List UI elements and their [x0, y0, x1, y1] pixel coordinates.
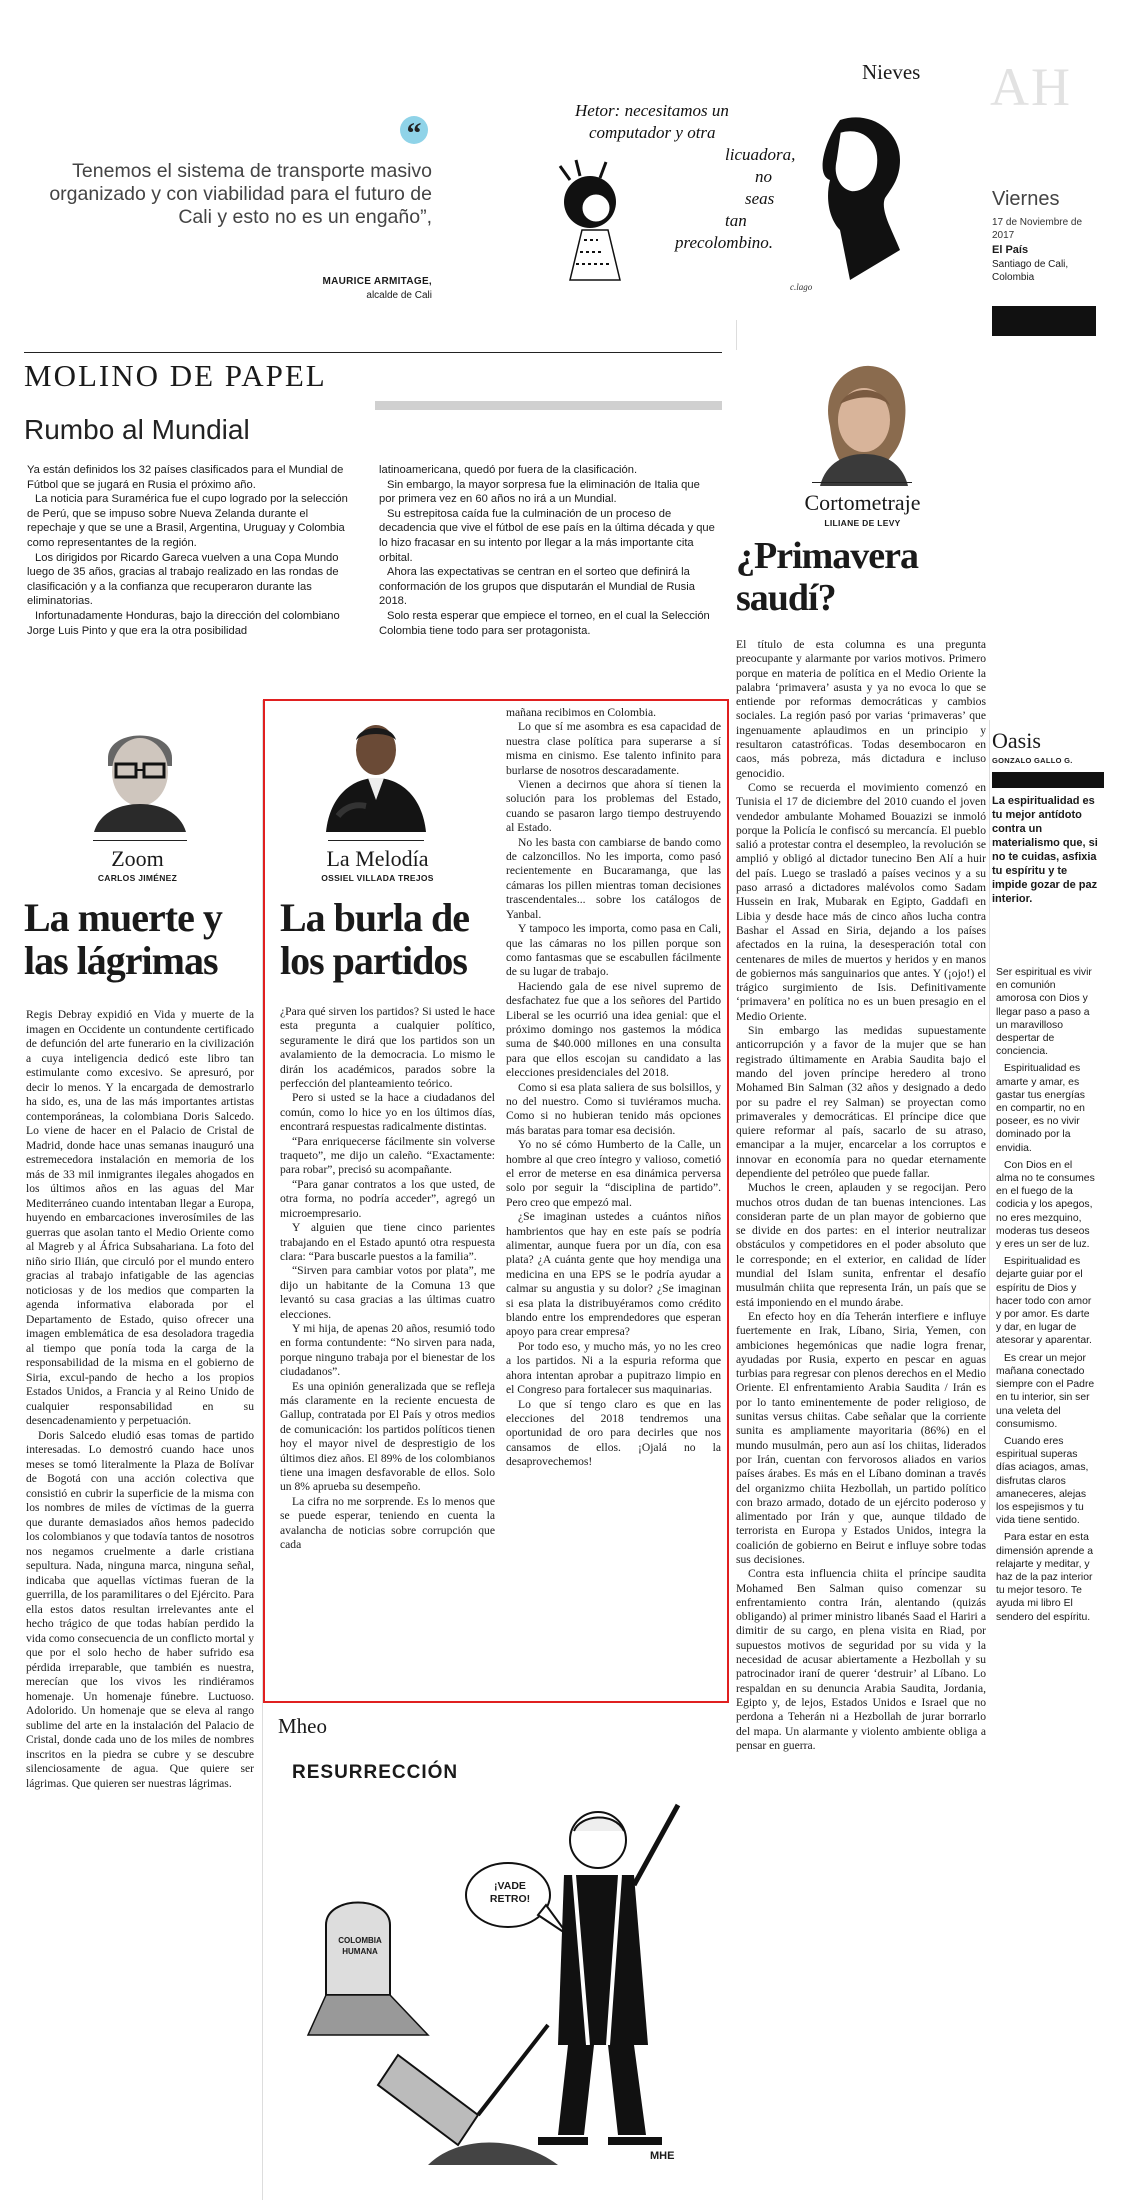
author-photo-carlos — [80, 706, 200, 832]
cartoon-bottom-title: RESURRECCIÓN — [292, 1762, 459, 1783]
melodia-author: OSSIEL VILLADA TREJOS — [321, 873, 434, 883]
masthead-place: Santiago de Cali, Colombia — [992, 259, 1069, 283]
author-photo-liliane — [800, 356, 925, 486]
paragraph: Lo que sí me asombra es esa capacidad de nuestra clase política para superarse a sí misma en cinismo. Ese talento infinito para burlarse de nosotros descaradamente. — [506, 720, 721, 777]
paragraph: Sin embargo las medidas supuestamente anticorrupción y a favor de la mujer que se han registrado últimamente en Arabia Saudita bajo el mando del joven príncipe heredero al trono Mohamed Bin Salman (32 años y designado a dedo por su padre el rey Salman) se proyectan como primaverales y democráticas. El príncipe dice que quiere reformar al país, sacarlo de su atraso, emancipar a la mujer, encarcelar a los corruptos e innovar en economía para no quedar eternamente dependiente del petróleo que puede fallar. — [736, 1024, 986, 1180]
paragraph: Vienen a decirnos que ahora sí tienen la solución para los problemas del Estado, cuando se pasaron largo tiempo destruyendo al Estado. — [506, 778, 721, 835]
paragraph: Espiritualidad es dejarte guiar por el espíritu de Dios y hacer todo con amor y por amor. Es darte y dar, en lugar de atesorar y aparentar. — [996, 1256, 1092, 1347]
svg-text:c.lago: c.lago — [790, 282, 813, 292]
paragraph: Ya están definidos los 32 países clasificados para el Mundial de Fútbol que se jugará en Rusia el próximo año. — [27, 464, 344, 491]
paragraph: Con Dios en el alma no te consumes en el fuego de la codicia y los apegos, no eres mezquino, moderas tus deseos y eres un ser de luz. — [996, 1159, 1095, 1251]
paragraph: Cuando eres espiritual superas días aciagos, amas, disfrutas claros amaneceres, alejas los espejismos y tu vida tiene sentido. — [996, 1435, 1089, 1527]
paragraph: Haciendo gala de ese nivel supremo de desfachatez fue que a los señores del Partido Liberal se les ocurrió una idea genial: que el próximo domingo nos gastemos la módica suma de $40.000 millones en una consulta para que ellos escojan su candidato a las elecciones presidenciales del 2018. — [506, 979, 721, 1080]
cartoon-bottom-tombstone: COLOMBIA HUMANA — [338, 1936, 382, 1956]
paragraph: Solo resta esperar que empiece el torneo, en el cual la Selección Colombia tiene todo para ser protagonista. — [379, 609, 710, 637]
quote-author: MAURICE ARMITAGE, — [322, 276, 432, 287]
paragraph: Contra esta influencia chiita el príncipe saudita Mohamed Ben Salman quiso comenzar su enfrentamiento contra Irán, alentando (quizás obligando) al primer ministro libanés Saad el Hariri a dimitir de su cargo, en plena visita en Riad, por supuestos motivos de seguridad por su vida y la necesidad de acusar abiertamente a Hezbollah y su patrocinador iraní de querer ‘destruir’ al Líbano. Lo respaldan en su denuncia Arabia Saudita, Jordania, Egipto y, de lejos, Estados Unidos e Israel que no perdona a Teherán ni a Hezbollah de jurar borrarlo del mapa. Un alarmante y violento ambiente obliga a pensar en guerra. — [736, 1567, 986, 1752]
melodia-kicker: La Melodía — [326, 846, 429, 871]
masthead-logo: AH — [990, 57, 1072, 117]
author-photo-ossiel — [316, 706, 436, 832]
oasis-lead: La espiritualidad es tu mejor antídoto contra un materialismo que, si no te cuidas, asfixia tu espíritu y te impide gozar de paz interior. — [992, 795, 1098, 905]
oasis-author: GONZALO GALLO G. — [992, 756, 1073, 765]
paragraph: ¿Se imaginan ustedes a cuántos niños hambrientos que hay en este país se podría alimentar, aunque fuera por un día, con esa plata? ¿A cuánta gente que hoy mendiga una medicina en una EPS se le podría ayudar a calmar su angustia y su dolor? ¿Se imaginan si esa plata la distribuyéramos como crédito blando entre los emprendedores que esperan apoyo para crear empresa? — [506, 1210, 721, 1339]
paragraph: La cifra no me sorprende. Es lo menos que se puede esperar, teniendo en cuenta la avalancha de noticias sobre corrupción que cada — [280, 1494, 495, 1552]
paragraph: mañana recibimos en Colombia. — [506, 706, 657, 719]
paragraph: Es una opinión generalizada que se refleja más claramente en la reciente encuesta de Gallup, contratada por El País y otros medios de comunicación: los partidos políticos tienen hoy el mayor nivel de desprestigio de los últimos diez años. El 89% de los colombianos tiene una imagen desfavorable de ellos. Solo un 8% aprueba su desempeño. — [280, 1379, 495, 1494]
quote-mark: “ — [400, 116, 428, 144]
paragraph: Los dirigidos por Ricardo Gareca vuelven a una Copa Mundo luego de 35 años, gracias al trabajo realizado en las rondas de clasificación y a la confianza que recuperaron durante las eliminatorias. — [27, 551, 339, 608]
molino-col-1 — [27, 463, 357, 638]
molino-col-2 — [379, 463, 717, 638]
cartoon-top-text: Hetor: necesitamos un computador y otra licuadora, no seas tan precolombino. — [575, 101, 796, 252]
masthead-black-bar — [992, 306, 1096, 336]
primavera-body — [736, 638, 986, 1753]
paragraph: Como si esa plata saliera de sus bolsillos, y no del nuestro. Como si tuviéramos mucha. Como si no hubieran tenido más opciones más baratas para tomar esa decisión. — [506, 1080, 721, 1137]
paragraph: La noticia para Suramérica fue el cupo logrado por la selección de Perú, que se impuso sobre Nueva Zelanda durante el repechaje y que se une a Brasil, Argentina, Uruguay y Colombia como representantes de la región. — [27, 493, 348, 549]
zoom-author: CARLOS JIMÉNEZ — [97, 873, 178, 883]
paragraph: “Sirven para cambiar votos por plata”, me dijo un habitante de la Comuna 13 que levantó su casa gracias a las últimas cuatro elecciones. — [280, 1264, 495, 1321]
oasis-kicker: Oasis — [992, 728, 1041, 753]
cartoon-bottom-signature: MHE — [650, 2150, 675, 2162]
paragraph: Y mi hija, de apenas 20 años, resumió todo en forma contundente: “No sirven para nada, porque ninguno trabaja por el bienestar de los ciudadanos”. — [280, 1321, 495, 1379]
zoom-body — [26, 1008, 254, 1791]
melodia-title: La burla de los partidos — [280, 895, 470, 983]
zoom-kicker: Zoom — [111, 846, 164, 871]
quote-author-role: alcalde de Cali — [366, 290, 432, 301]
paragraph: El título de esta columna es una pregunta preocupante y alarmante por varios motivos. Primero porque en materia de política en el Medio Oriente la palabra ‘primavera’ asusta y ya no evoca lo que se entiende por reformas democráticas y cambios sociales. La región pasó por varias ‘primaveras’ que ingenuamente aplaudimos en un principio y resultaron catastróficas. Todas desembocaron en caos, más pobreza, más dictadura e incluso genocidio. — [736, 638, 986, 780]
paragraph: Ahora las expectativas se centran en el sorteo que definirá la conformación de los grupos que disputarán el Mundial de Rusia 2018. — [379, 566, 695, 608]
paragraph: En efecto hoy en día Teherán interfiere e influye fuertemente en Irak, Líbano, Siria, Yemen, con ambiciones hegemónicas que nadie logra frenar, ayudadas por Rusia, experto en pescar en aguas turbias para regresar con plenos derechos en el Medio Oriente. El enfrentamiento Arabia Saudita / Irán es por lo tanto eminentemente de poder religioso, de sunitas versus chiitas. Cabe señalar que la corriente sunita es ampliamente mayoritaria (86%) en el mundo musulmán, pero aun así los chiitas, liderados por Irán, cuentan con fervorosos aliados en varios países árabes. Es más en el Líbano dominan a través del organizmo chiita Hezbollah, un partido político con brazo armado, dotado de un ejército poderoso y alimentado por Irán y que, aunque tildado de terrorista en Europa y Estados Unidos, integra la coalición de gobierno en Beirut e influye sobre todas sus decisiones. — [736, 1309, 986, 1566]
cartoon-bottom-section: Mheo — [278, 1714, 327, 1738]
primavera-title: ¿Primavera saudí? — [736, 535, 919, 619]
paragraph: “Para enriquecerse fácilmente sin volverse traqueto”, me dijo un caleño. “Exactamente: para robar”, precisó su acompañante. — [280, 1134, 495, 1177]
cartoon-top-section: Nieves — [862, 60, 921, 84]
paragraph: Espiritualidad es amarte y amar, es gastar tus energías en compartir, no en poseer, es no vivir dominado por la envidia. — [996, 1063, 1085, 1154]
primavera-kicker: Cortometraje — [804, 490, 921, 515]
paragraph: Como se recuerda el movimiento comenzó en Tunisia el 17 de diciembre del 2010 cuando el joven vendedor ambulante Mohamed Bouazizi se inmoló porque la Policía le confiscó su mercancía. El pueblo salió a protestar contra el desempleo, la revolución se amplió y obligó al dictador tunecino Ben Alí a huir del país. Luego se trasladó a países vecinos y a su paso arrasó a dictadores malévolos como Sadam Hussein en Irak, Mubarak en Egipto, Gaddafi en Libia y desde hace más de cinco años lucha contra Bashar el Assad en Siria, dejando a los países afectados en la ruina, la desesperación total con centenares de miles de muertos y heridos y en manos de gobiernos más sanguinarios que antes. Y (¡ojo!) el trágico surgimiento de Isis. Definitivamente ‘primavera’ en política no es un buen presagio en el Medio Oriente. — [736, 780, 986, 1023]
masthead-paper: El País — [992, 244, 1029, 256]
paragraph: Doris Salcedo eludió esas tomas de partido interesadas. Lo demostró cuando hace unos meses se tomó literalmente la Plaza de Bolívar de Bogotá con una acción colectiva que consistió en cubrir la superficie de la misma con los nombres de miles de víctimas de la guerra que durante demasiados años hemos padecido los colombianos y que todavía tantos de nosotros nos negamos cruelmente a darle cristiana sepultura. Nada, ninguna marca, ninguna señal, indicaba que aquellas víctimas fueran de la guerrilla, de los paramilitares o del Ejército. Para ella estos datos resultan irrelevantes ante el hecho trágico de que todas habían perdido la vida como consecuencia de un conflicto mortal y que por el solo hecho de haber sufrido esa pérdida irreparable, que también es nuestra, merecían que los vivos les rindiéramos homenaje. Un homenaje fúnebre. Luctuoso. Adolorido. Un homenaje que se eleva al rango sublime del arte en la instalación del Palacio de Cristal, donde cada uno de los miles de nombres inscritos en la piedra se cubre y se descubre silenciosamente de agua. Que quiere ser lágrimas. Que quieren ser nuestras lágrimas. — [26, 1428, 254, 1790]
paragraph: Su estrepitosa caída fue la culminación de un proceso de decadencia que vive el fútbol de ese país en la última década y que lo hizo fracasar en su intento por llegar a la más importante cita orbital. — [379, 507, 715, 564]
paragraph: latinoamericana, quedó por fuera de la clasificación. — [379, 464, 638, 476]
paragraph: Ser espiritual es vivir en comunión amorosa con Dios y llegar paso a paso a un maravilloso despertar de conciencia. — [996, 967, 1092, 1058]
paragraph: Muchos le creen, aplauden y se regocijan. Pero muchos otros dudan de tan buenas intenciones. Las consideran parte de un plan mayor de gobierno que se divide en dos partes: en el interior neutralizar obstáculos y competidores en el poder absoluto que le corresponde; en el exterior, en calidad de líder mundial del Islam sunita, enfrentar el desafío musulmán chiita que representa Irán, un país que se está imponiendo en el mundo árabe. — [736, 1181, 986, 1309]
primavera-author: LILIANE DE LEVY — [824, 518, 901, 528]
quote-text: Tenemos el sistema de transporte masivo organizado y con viabilidad para el futuro de Cali y esto no es un engaño”, — [49, 160, 432, 228]
masthead-date: 17 de Noviembre de 2017 — [992, 217, 1083, 241]
cartoon-bottom-drawing — [268, 1745, 728, 2190]
oasis-body — [996, 966, 1096, 1628]
molino-title: Rumbo al Mundial — [24, 414, 250, 445]
masthead-day: Viernes — [992, 188, 1060, 210]
paragraph: Es crear un mejor mañana conectado siempre con el Padre en tu interior, sin ser una veleta del consumismo. — [996, 1352, 1095, 1430]
molino-section-title: MOLINO DE PAPEL — [24, 358, 327, 393]
paragraph: Yo no sé cómo Humberto de la Calle, un hombre al que creo íntegro y valioso, cometió el error de meterse en esa dinámica perversa solo por seguir la “disciplina de partido”. Pero creo que empezó mal. — [506, 1138, 721, 1209]
paragraph: Por todo eso, y mucho más, yo no les creo a los partidos. Ni a la espuria reforma que ahora intentan aprobar a pupitrazo limpio en el Congreso para fortalecer sus maquinarias. — [506, 1339, 721, 1397]
paragraph: Y tampoco les importa, como pasa en Cali, que las cámaras no los pillen porque son como fantasmas que se escabullen fácilmente de su lugar de trabajo. — [506, 922, 721, 979]
paragraph: Sin embargo, la mayor sorpresa fue la eliminación de Italia que por primera vez en 60 años no irá a un Mundial. — [379, 478, 700, 506]
paragraph: Para estar en esta dimensión aprende a relajarte y meditar, y haz de la paz interior tu mejor tesoro. Te ayuda mi libro El sendero del espíritu. — [996, 1532, 1094, 1623]
zoom-title: La muerte y las lágrimas — [24, 895, 222, 983]
paragraph: Y alguien que tiene cinco parientes trabajando en el Estado apuntó otra respuesta clara: “Para buscarle puestos a la familia”. — [280, 1221, 495, 1263]
paragraph: Infortunadamente Honduras, bajo la dirección del colombiano Jorge Luis Pinto y que era la otra posibilidad — [27, 609, 340, 637]
paragraph: Pero si usted se la hace a ciudadanos del común, como lo hice yo en los últimos días, encontrará respuestas radicalmente distintas. — [280, 1091, 495, 1134]
melodia-col-1 — [280, 1005, 495, 1552]
paragraph: Regis Debray expidió en Vida y muerte de la imagen en Occidente un contundente certificado de defunción del arte funerario en la civilización a cuya inteligencia dedicó este libro tan estimulante como excesivo. Se apresuró, por decir lo menos. Y la encargada de demostrarlo ha sido, es, una de las más importantes artistas contemporáneas, la colombiana Doris Salcedo. Lo viene de hacer en el Palacio de Cristal de Madrid, donde hace unas semanas inauguró una estremecedora instalación en memoria de los más de 33 mil inmigrantes ilegales ahogados en los últimos años en las aguas del Mar Mediterráneo cuando intentaban llegar a Europa, huyendo en embarcaciones inverosímiles de las guerras que asolan tanto el Medio Oriente como al Magreb y al África Subsahariana. La foto del niño sirio Ilián, que circuló por el mundo entero gracias al trabajo infatigable de las agencias noticiosas y de los medios que comparten la agenda informativa elaborada por el Departamento de Estado, quiso ofrecer una imagen emblemática de esa desoladora tragedia al tiempo que ponía toda la carga de la responsabilidad de la misma en el gobierno de Siria, excul-pando de hecho a los propios Estados Unidos, a Francia y al Reino Unido de cualquier responsabilidad en su desencadenamiento y perpetuación. — [26, 1008, 254, 1427]
paragraph: ¿Para qué sirven los partidos? Si usted le hace esta pregunta a cualquier político, seguramente le dirá que los partidos son un avalamiento de la democracia. Lo mismo le dirán los académicos, parados sobre la perfección del planteamiento teórico. — [280, 1005, 495, 1091]
melodia-col-2 — [506, 706, 721, 1470]
paragraph: No les basta con cambiarse de bando como de calzoncillos. No les importa, como pasó recientemente en Bucaramanga, que las cámaras los pillen mientras toman decisiones trascendentales... sobre los catálogos de Yanbal. — [506, 835, 721, 921]
cartoon-bottom-bubble: ¡VADE RETRO! — [489, 1880, 531, 1905]
paragraph: “Para ganar contratos a los que usted, de otra forma, no podría acceder”, agregó un microempresario. — [280, 1177, 495, 1220]
paragraph: Lo que sí tengo claro es que en las elecciones del 2018 tendremos una oportunidad de oro para decirles que nos cansamos de ellos. ¡Ojalá no la desaprovechemos! — [506, 1397, 721, 1469]
